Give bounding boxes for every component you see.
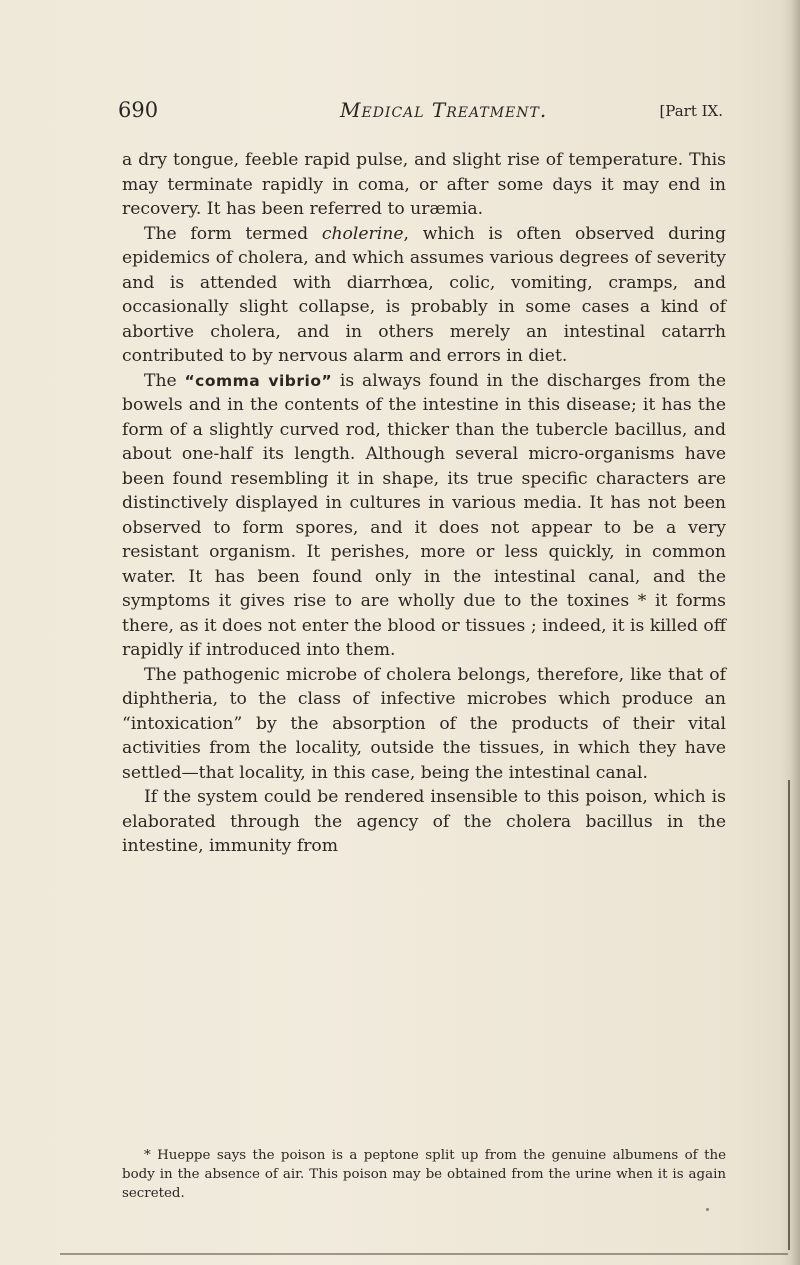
page-bottom-edge [60,1253,788,1255]
page-edge-shadow [782,0,800,1265]
term-cholerine: cholerine [321,223,404,244]
paragraph-2 [122,222,726,369]
paragraph-3-start: The [144,370,185,391]
term-comma-vibrio: “comma vibrio” [184,371,333,390]
paragraph-2-rest: , which is often observed during epidemics of cholera, and which assumes various degrees of severity and is attended with diarrhœa, colic, vomiting, cramps, and occasionally slight collapse, is probably in some cases a kind of abortive cholera, and in others merely an intestinal catarrh contributed to by nervous alarm and errors in diet. [122,223,726,366]
paragraph-4: The pathogenic microbe of cholera belongs, therefore, like that of diphtheria, to the class of infective microbes which produce an “intoxication” by the absorption of the products of their vital activities from the locality, outside the tissues, in which they have settled—that locality, in this case, being the intestinal canal. [122,664,726,783]
paragraph-5: If the system could be rendered insensible to this poison, which is elaborated through the agency of the cholera bacillus in the intestine, immunity from [122,787,726,856]
running-title: Medical Treatment. [340,98,548,122]
page-edge-line [788,780,790,1250]
speck-mark [706,1208,709,1211]
footnote-text: * Hueppe says the poison is a peptone split up from the genuine albumens of the body in the absence of air. This poison may be obtained from the urine when it is again secreted. [122,1148,726,1201]
paragraph-2-start: The form termed [144,223,322,244]
part-label: [Part IX. [659,102,723,120]
body-text [122,148,726,859]
page-number: 690 [118,98,159,122]
page-header [118,98,723,132]
paragraph-3-rest: is always found in the discharges from the bowels and in the contents of the intestine in this disease; it has the form of a slightly curved rod, thicker than the tubercle bacillus, and about one-half its length. Although several micro-organisms have been found resembling it in shape, its true specific characters are distinctively displayed in cultures in various media. It has not been observed to form spores, and it does not appear to be a very resistant organism. It perishes, more or less quickly, in common water. It has been found only in the intestinal canal, and the symptoms it gives rise to are wholly due to the toxines * it forms there, as it does not enter the blood or tissues ; indeed, it is killed off rapidly if introduced into them. [122,370,726,660]
paragraph-3 [122,369,726,663]
footnote [122,1146,726,1203]
paragraph-1: a dry tongue, feeble rapid pulse, and slight rise of temperature. This may terminate rapidly in coma, or after some days it may end in recovery. It has been referred to uræmia. [122,150,726,219]
